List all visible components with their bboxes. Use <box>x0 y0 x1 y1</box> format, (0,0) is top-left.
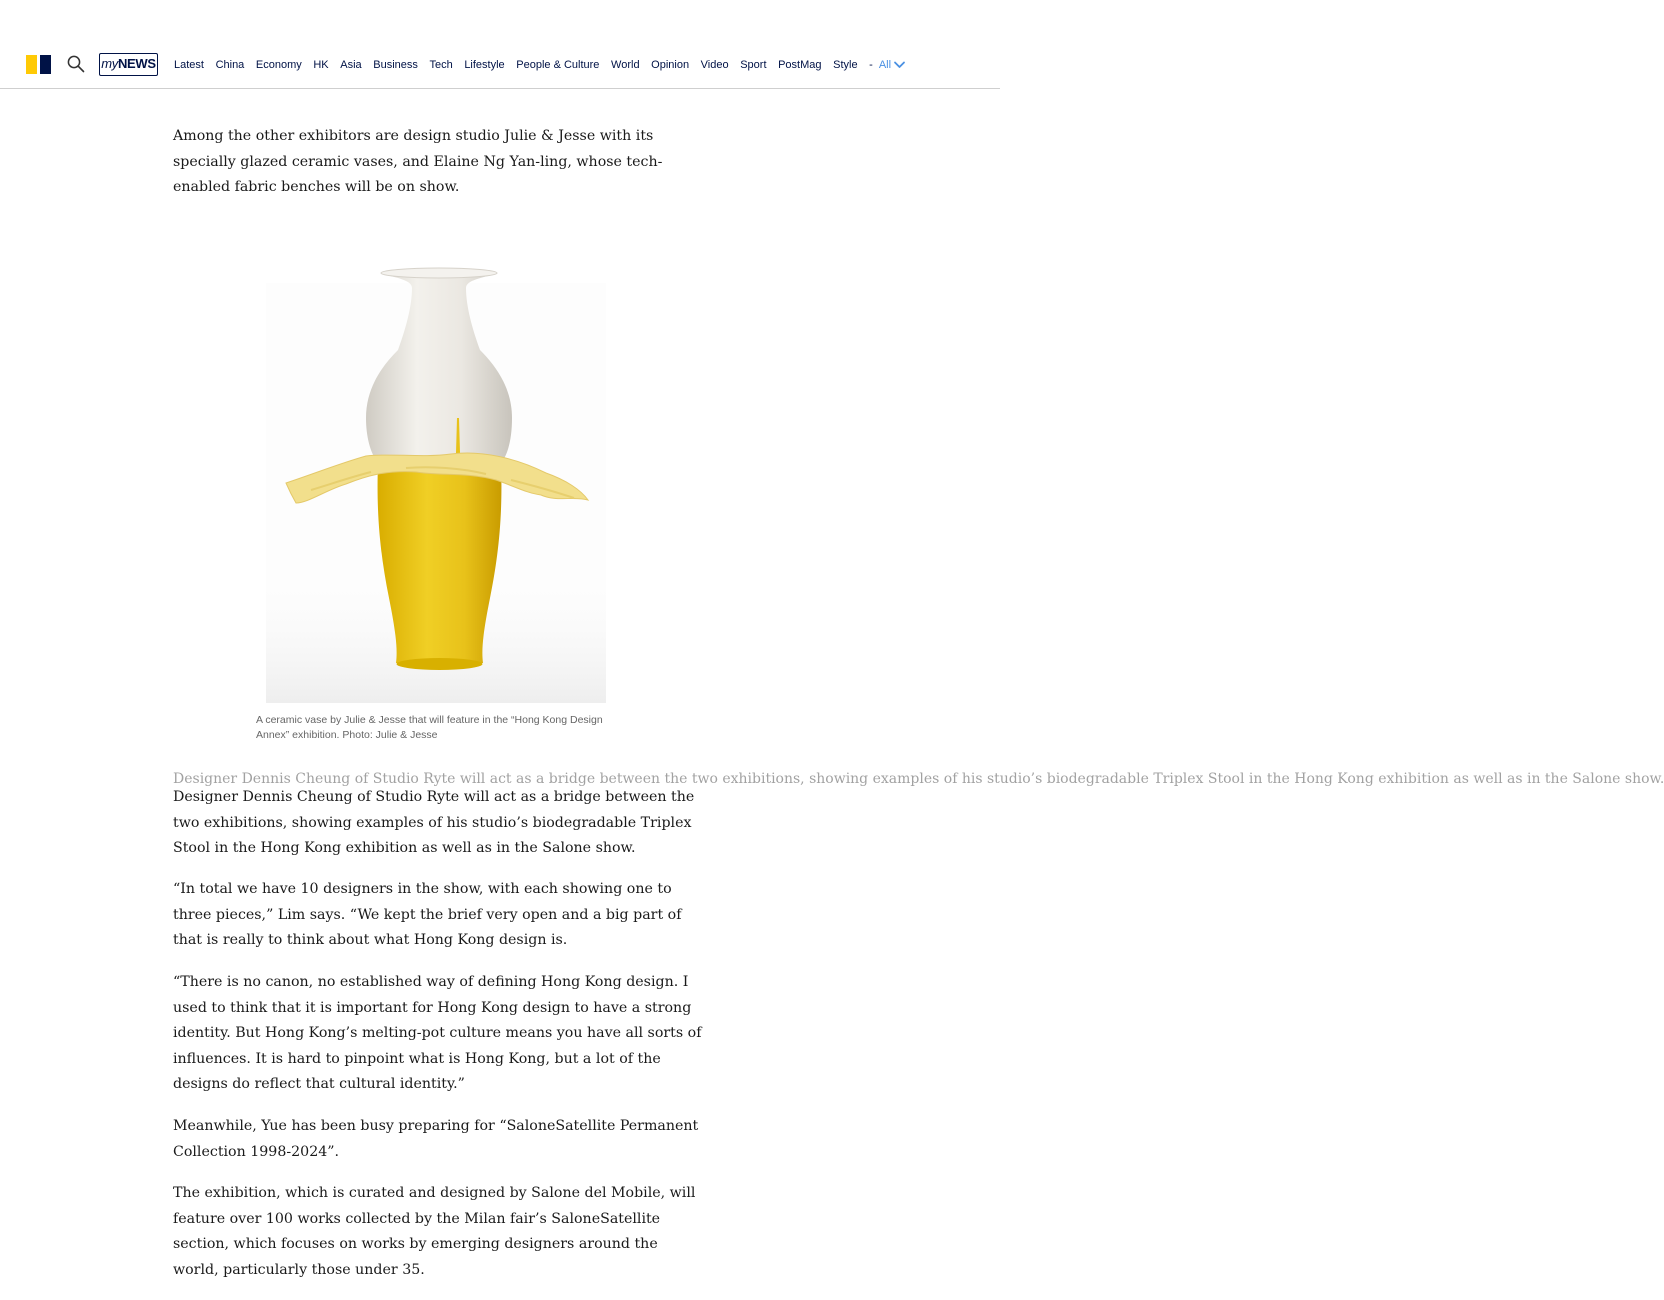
main-nav <box>174 58 905 72</box>
article-paragraph: “There is no canon, no established way of defining Hong Kong design. I used to think that it is important for Hong Kong design to have a strong identity. But Hong Kong’s melting-pot culture means you have all sorts of influences. It is hard to pinpoint what is Hong Kong, but a lot of the designs do reflect that cultural identity.” <box>173 974 702 1092</box>
nav-item-people-culture[interactable]: People & Culture <box>516 59 600 71</box>
nav-item-opinion[interactable]: Opinion <box>651 59 690 71</box>
nav-separator: - <box>869 59 873 71</box>
mynews-button[interactable] <box>99 53 158 76</box>
nav-item-asia[interactable]: Asia <box>340 59 362 71</box>
nav-item-sport[interactable]: Sport <box>740 59 767 71</box>
nav-item-tech[interactable]: Tech <box>429 59 453 71</box>
nav-item-style[interactable]: Style <box>833 59 858 71</box>
article-paragraph: “In total we have 10 designers in the show, with each showing one to three pieces,” Lim says. “We kept the brief very open and a big part of that is really to think about what Hong Kong design is. <box>173 881 682 948</box>
nav-all-label: All <box>878 59 892 71</box>
mynews-prefix: my <box>101 56 118 71</box>
nav-item-world[interactable]: World <box>611 59 640 71</box>
vase-photo <box>256 258 618 708</box>
article-paragraph: Among the other exhibitors are design studio Julie & Jesse with its specially glazed ceramic vases, and Elaine Ng Yan-ling, whose tech-enabled fabric benches will be on show. <box>173 128 663 195</box>
nav-item-hk[interactable]: HK <box>313 59 329 71</box>
article-paragraph: The exhibition, which is curated and designed by Salone del Mobile, will feature over 100 works collected by the Milan fair’s SaloneSatellite section, which focuses on works by emerging designers around the world, particularly those under 35. <box>173 1185 696 1278</box>
clipped-line-artifact <box>173 765 1664 787</box>
clipped-text-fragment: Designer Dennis Cheung of Studio Ryte will act as a bridge between the two exhibitions, showing examples of his studio’s biodegradable Triplex Stool in the Hong Kong exhibition as well as in the Salone show. <box>173 771 1664 787</box>
nav-item-lifestyle[interactable]: Lifestyle <box>464 59 505 71</box>
logo-yellow-block <box>26 55 37 74</box>
article-paragraph: Designer Dennis Cheung of Studio Ryte will act as a bridge between the two exhibitions, showing examples of his studio’s biodegradable Triplex Stool in the Hong Kong exhibition as well as in the Salone show. <box>173 789 695 856</box>
figure-caption: A ceramic vase by Julie & Jesse that will feature in the “Hong Kong Design Annex” exhibition. Photo: Julie & Jesse <box>256 714 603 741</box>
nav-item-business[interactable]: Business <box>373 59 418 71</box>
nav-item-economy[interactable]: Economy <box>255 59 302 71</box>
article-figure <box>256 258 618 708</box>
logo-navy-block <box>40 55 51 74</box>
nav-item-latest[interactable]: Latest <box>174 59 204 71</box>
nav-all-dropdown[interactable] <box>879 58 905 72</box>
site-header <box>0 0 1000 89</box>
chevron-down-icon <box>894 61 905 69</box>
nav-item-postmag[interactable]: PostMag <box>778 59 822 71</box>
search-icon[interactable] <box>67 55 85 73</box>
scmp-logo[interactable] <box>26 55 52 74</box>
nav-item-video[interactable]: Video <box>700 59 729 71</box>
nav-item-china[interactable]: China <box>215 59 245 71</box>
article-paragraph: Meanwhile, Yue has been busy preparing for “SaloneSatellite Permanent Collection 1998-2024”. <box>173 1118 699 1160</box>
mynews-label: NEWS <box>117 56 156 71</box>
